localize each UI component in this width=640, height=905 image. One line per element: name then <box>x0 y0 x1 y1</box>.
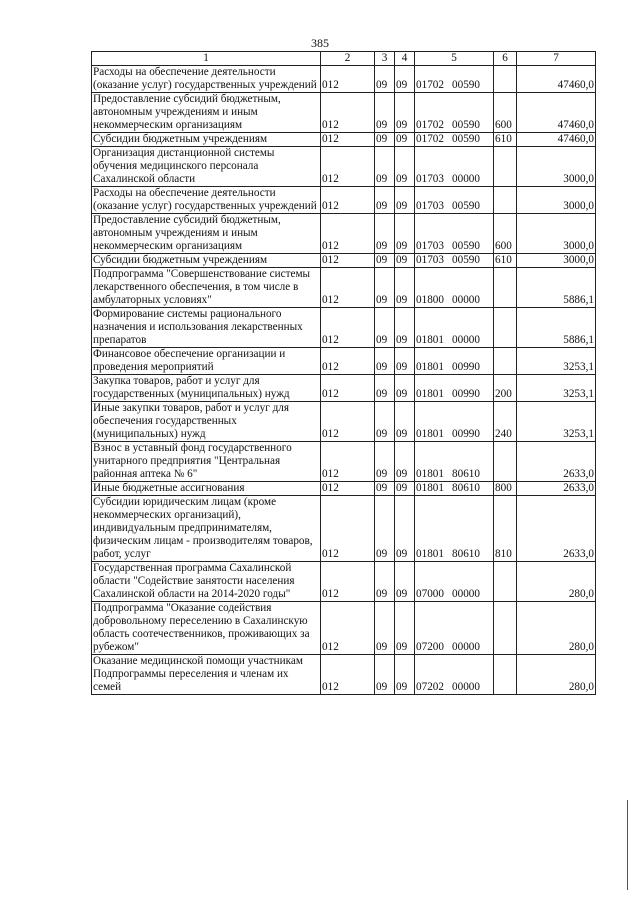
row-amount-cell: 3000,0 <box>517 254 596 268</box>
article-code-part-1: 01801 <box>416 361 444 373</box>
row-article-cell <box>415 442 494 482</box>
row-article-cell <box>415 482 494 496</box>
row-section-cell: 09 <box>375 375 395 402</box>
article-code-part-1: 01801 <box>416 482 444 494</box>
row-type-cell <box>494 655 517 695</box>
table-row <box>92 655 596 695</box>
article-code-part-1: 01801 <box>416 428 444 440</box>
row-amount-cell: 3253,1 <box>517 375 596 402</box>
budget-table <box>91 51 596 695</box>
row-section-cell: 09 <box>375 214 395 254</box>
row-code-cell: 012 <box>321 254 375 268</box>
row-article-cell <box>415 402 494 442</box>
row-code-cell: 012 <box>321 655 375 695</box>
row-subsection-cell: 09 <box>395 402 415 442</box>
article-code-part-2: 00000 <box>452 173 480 185</box>
row-name-cell: Иные бюджетные ассигнования <box>92 482 321 496</box>
article-code-part-1: 07200 <box>416 641 444 653</box>
table-row <box>92 66 596 93</box>
article-code-part-1: 01703 <box>416 200 444 212</box>
row-subsection-cell: 09 <box>395 308 415 348</box>
row-subsection-cell: 09 <box>395 147 415 187</box>
header-col-4: 4 <box>395 52 415 66</box>
row-section-cell: 09 <box>375 348 395 375</box>
table-body <box>92 66 596 695</box>
table-row <box>92 268 596 308</box>
row-section-cell: 09 <box>375 655 395 695</box>
row-code-cell: 012 <box>321 348 375 375</box>
row-subsection-cell: 09 <box>395 482 415 496</box>
row-subsection-cell: 09 <box>395 602 415 655</box>
row-type-cell <box>494 268 517 308</box>
row-article-cell <box>415 375 494 402</box>
row-amount-cell: 2633,0 <box>517 442 596 482</box>
page-number: 385 <box>311 36 329 50</box>
row-subsection-cell: 09 <box>395 93 415 133</box>
row-name-cell: Государственная программа Сахалинской области "Содействие занятости населения Сахалинской области на 2014-2020 годы" <box>92 562 321 602</box>
row-section-cell: 09 <box>375 66 395 93</box>
article-code-part-2: 00990 <box>452 361 480 373</box>
table-row <box>92 214 596 254</box>
article-code-part-2: 00590 <box>452 133 480 145</box>
article-code-part-2: 80610 <box>452 548 480 560</box>
row-name-cell: Оказание медицинской помощи участникам Подпрограммы переселения и членам их семей <box>92 655 321 695</box>
article-code-part-2: 00590 <box>452 240 480 252</box>
row-amount-cell: 3000,0 <box>517 187 596 214</box>
row-type-cell: 240 <box>494 402 517 442</box>
row-article-cell <box>415 308 494 348</box>
row-code-cell: 012 <box>321 147 375 187</box>
row-section-cell: 09 <box>375 602 395 655</box>
row-code-cell: 012 <box>321 187 375 214</box>
row-type-cell <box>494 562 517 602</box>
margin-mark <box>627 800 630 890</box>
row-article-cell <box>415 66 494 93</box>
article-code-part-2: 00590 <box>452 79 480 91</box>
row-amount-cell: 3253,1 <box>517 402 596 442</box>
row-code-cell: 012 <box>321 442 375 482</box>
row-subsection-cell: 09 <box>395 655 415 695</box>
row-article-cell <box>415 602 494 655</box>
header-col-5: 5 <box>415 52 494 66</box>
row-name-cell: Расходы на обеспечение деятельности (оказание услуг) государственных учреждений <box>92 66 321 93</box>
row-subsection-cell: 09 <box>395 442 415 482</box>
row-subsection-cell: 09 <box>395 375 415 402</box>
row-section-cell: 09 <box>375 496 395 562</box>
row-section-cell: 09 <box>375 562 395 602</box>
row-type-cell: 610 <box>494 133 517 147</box>
article-code-part-2: 00000 <box>452 294 480 306</box>
table-row <box>92 562 596 602</box>
row-subsection-cell: 09 <box>395 133 415 147</box>
row-amount-cell: 280,0 <box>517 655 596 695</box>
row-code-cell: 012 <box>321 133 375 147</box>
article-code-part-2: 00590 <box>452 254 480 266</box>
header-col-3: 3 <box>375 52 395 66</box>
row-code-cell: 012 <box>321 602 375 655</box>
row-section-cell: 09 <box>375 442 395 482</box>
article-code-part-2: 80610 <box>452 482 480 494</box>
row-type-cell: 610 <box>494 254 517 268</box>
row-type-cell: 600 <box>494 93 517 133</box>
article-code-part-2: 00000 <box>452 641 480 653</box>
row-section-cell: 09 <box>375 147 395 187</box>
row-subsection-cell: 09 <box>395 66 415 93</box>
table-row <box>92 147 596 187</box>
article-code-part-1: 01703 <box>416 254 444 266</box>
row-name-cell: Взнос в уставный фонд государственного унитарного предприятия "Центральная районная аптека № 6" <box>92 442 321 482</box>
row-amount-cell: 2633,0 <box>517 482 596 496</box>
row-article-cell <box>415 496 494 562</box>
row-name-cell: Предоставление субсидий бюджетным, автономным учреждениям и иным некоммерческим организациям <box>92 214 321 254</box>
row-name-cell: Формирование системы рационального назначения и использования лекарственных препаратов <box>92 308 321 348</box>
article-code-part-2: 00000 <box>452 588 480 600</box>
row-subsection-cell: 09 <box>395 496 415 562</box>
table-row <box>92 442 596 482</box>
article-code-part-2: 00000 <box>452 334 480 346</box>
row-section-cell: 09 <box>375 254 395 268</box>
row-subsection-cell: 09 <box>395 268 415 308</box>
article-code-part-1: 01801 <box>416 468 444 480</box>
row-code-cell: 012 <box>321 375 375 402</box>
row-code-cell: 012 <box>321 66 375 93</box>
article-code-part-1: 01703 <box>416 240 444 252</box>
article-code-part-1: 07202 <box>416 681 444 693</box>
article-code-part-2: 80610 <box>452 468 480 480</box>
row-code-cell: 012 <box>321 268 375 308</box>
row-amount-cell: 5886,1 <box>517 308 596 348</box>
article-code-part-1: 01702 <box>416 119 444 131</box>
article-code-part-2: 00000 <box>452 681 480 693</box>
header-col-6: 6 <box>494 52 517 66</box>
row-name-cell: Иные закупки товаров, работ и услуг для обеспечения государственных (муниципальных) нужд <box>92 402 321 442</box>
row-name-cell: Предоставление субсидий бюджетным, автономным учреждениям и иным некоммерческим организациям <box>92 93 321 133</box>
row-section-cell: 09 <box>375 268 395 308</box>
row-section-cell: 09 <box>375 133 395 147</box>
table-header-row <box>92 52 596 66</box>
row-amount-cell: 280,0 <box>517 562 596 602</box>
row-article-cell <box>415 93 494 133</box>
article-code-part-1: 01702 <box>416 79 444 91</box>
row-article-cell <box>415 348 494 375</box>
row-section-cell: 09 <box>375 308 395 348</box>
row-type-cell <box>494 442 517 482</box>
row-section-cell: 09 <box>375 402 395 442</box>
row-amount-cell: 3000,0 <box>517 214 596 254</box>
row-type-cell <box>494 66 517 93</box>
header-col-1: 1 <box>92 52 321 66</box>
row-article-cell <box>415 187 494 214</box>
row-article-cell <box>415 147 494 187</box>
article-code-part-1: 01702 <box>416 133 444 145</box>
article-code-part-1: 01801 <box>416 548 444 560</box>
row-name-cell: Подпрограмма "Оказание содействия добровольному переселению в Сахалинскую область соотечественников, проживающих за рубежом" <box>92 602 321 655</box>
table-row <box>92 93 596 133</box>
row-type-cell: 200 <box>494 375 517 402</box>
row-article-cell <box>415 562 494 602</box>
row-subsection-cell: 09 <box>395 348 415 375</box>
row-name-cell: Расходы на обеспечение деятельности (оказание услуг) государственных учреждений <box>92 187 321 214</box>
row-amount-cell: 3000,0 <box>517 147 596 187</box>
table-row <box>92 348 596 375</box>
table-row <box>92 308 596 348</box>
row-subsection-cell: 09 <box>395 562 415 602</box>
row-amount-cell: 2633,0 <box>517 496 596 562</box>
row-article-cell <box>415 133 494 147</box>
row-type-cell <box>494 602 517 655</box>
table-row <box>92 133 596 147</box>
row-section-cell: 09 <box>375 93 395 133</box>
article-code-part-1: 01801 <box>416 388 444 400</box>
row-amount-cell: 47460,0 <box>517 133 596 147</box>
article-code-part-2: 00590 <box>452 200 480 212</box>
table-row <box>92 375 596 402</box>
row-name-cell: Организация дистанционной системы обучения медицинского персонала Сахалинской области <box>92 147 321 187</box>
row-code-cell: 012 <box>321 93 375 133</box>
row-type-cell: 800 <box>494 482 517 496</box>
table-row <box>92 187 596 214</box>
row-type-cell <box>494 348 517 375</box>
row-name-cell: Закупка товаров, работ и услуг для государственных (муниципальных) нужд <box>92 375 321 402</box>
row-code-cell: 012 <box>321 308 375 348</box>
table-row <box>92 602 596 655</box>
row-code-cell: 012 <box>321 482 375 496</box>
article-code-part-1: 01800 <box>416 294 444 306</box>
row-subsection-cell: 09 <box>395 187 415 214</box>
row-code-cell: 012 <box>321 496 375 562</box>
row-name-cell: Подпрограмма "Совершенствование системы лекарственного обеспечения, в том числе в амбулаторных условиях" <box>92 268 321 308</box>
article-code-part-2: 00990 <box>452 388 480 400</box>
row-amount-cell: 280,0 <box>517 602 596 655</box>
table-row <box>92 402 596 442</box>
row-amount-cell: 5886,1 <box>517 268 596 308</box>
article-code-part-2: 00990 <box>452 428 480 440</box>
row-name-cell: Субсидии юридическим лицам (кроме некоммерческих организаций), индивидуальным предпринимателям, физическим лицам - производителям товаров, работ, услуг <box>92 496 321 562</box>
row-name-cell: Финансовое обеспечение организации и проведения мероприятий <box>92 348 321 375</box>
row-amount-cell: 47460,0 <box>517 66 596 93</box>
header-col-7: 7 <box>517 52 596 66</box>
row-code-cell: 012 <box>321 402 375 442</box>
table-row <box>92 496 596 562</box>
row-subsection-cell: 09 <box>395 214 415 254</box>
row-article-cell <box>415 655 494 695</box>
row-name-cell: Субсидии бюджетным учреждениям <box>92 254 321 268</box>
row-code-cell: 012 <box>321 214 375 254</box>
row-type-cell <box>494 308 517 348</box>
row-article-cell <box>415 268 494 308</box>
row-type-cell <box>494 187 517 214</box>
row-type-cell: 600 <box>494 214 517 254</box>
article-code-part-1: 01703 <box>416 173 444 185</box>
table-row <box>92 482 596 496</box>
table-row <box>92 254 596 268</box>
row-section-cell: 09 <box>375 187 395 214</box>
article-code-part-1: 07000 <box>416 588 444 600</box>
row-name-cell: Субсидии бюджетным учреждениям <box>92 133 321 147</box>
row-amount-cell: 47460,0 <box>517 93 596 133</box>
row-amount-cell: 3253,1 <box>517 348 596 375</box>
article-code-part-1: 01801 <box>416 334 444 346</box>
article-code-part-2: 00590 <box>452 119 480 131</box>
row-type-cell <box>494 147 517 187</box>
row-subsection-cell: 09 <box>395 254 415 268</box>
row-section-cell: 09 <box>375 482 395 496</box>
row-article-cell <box>415 254 494 268</box>
row-type-cell: 810 <box>494 496 517 562</box>
header-col-2: 2 <box>321 52 375 66</box>
row-code-cell: 012 <box>321 562 375 602</box>
row-article-cell <box>415 214 494 254</box>
